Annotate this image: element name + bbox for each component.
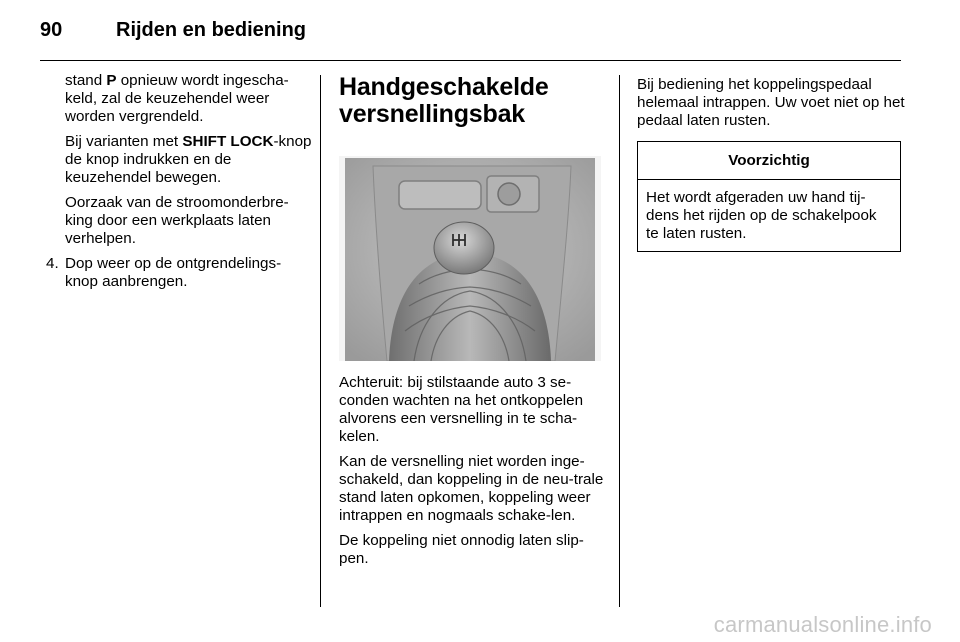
header-divider (40, 60, 901, 61)
paragraph-koppeling: De koppeling niet onnodig laten slip-pen. (339, 532, 584, 567)
column-middle (339, 74, 607, 575)
watermark: carmanualsonline.info (713, 612, 932, 637)
paragraph-versnelling: Kan de versnelling niet worden inge-schakeld, dan koppeling in de neu-trale stand laten opkomen, koppeling weer intrappen en nogmaals schake-len. (339, 453, 604, 524)
list-item-text: Dop weer op de ontgrendelings-knop aanbrengen. (65, 255, 282, 290)
paragraph-koppelingspedaal: Bij bediening het koppelingspedaal helemaal intrappen. Uw voet niet op het pedaal laten rusten. (637, 76, 905, 129)
caution-title: Voorzichtig (638, 142, 900, 180)
paragraph-oorzaak: Oorzaak van de stroomonderbre-king door een werkplaats laten verhelpen. (65, 194, 289, 247)
bold-p: P (106, 72, 117, 89)
page-header (0, 0, 960, 62)
paragraph-achteruit: Achteruit: bij stilstaande auto 3 se-conden wachten na het ontkoppelen alvorens een versnelling in te scha-kelen. (339, 374, 584, 445)
column-left (40, 72, 312, 298)
column-right (637, 76, 905, 252)
paragraph-stand-p: stand P opnieuw wordt ingescha-keld, zal de keuzehendel weer worden vergrendeld. (65, 72, 289, 125)
section-heading: Handgeschakelde versnellingsbak (339, 73, 549, 128)
page-number: 90 (40, 19, 63, 41)
body-text (339, 374, 607, 568)
caution-body: Het wordt afgeraden uw hand tij-dens het rijden op de schakelpook te laten rusten. (646, 189, 877, 242)
list-item-4 (40, 255, 312, 291)
column-divider-left (320, 75, 321, 607)
caution-box (637, 141, 901, 252)
gear-lever-illustration (339, 156, 601, 361)
bold-shift-lock: SHIFT LOCK (182, 133, 274, 150)
paragraph-shift-lock: Bij varianten met SHIFT LOCK-knop de knop indrukken en de keuzehendel bewegen. (65, 133, 312, 186)
list-number: 4. (46, 255, 59, 272)
chapter-title: Rijden en bediening (116, 19, 307, 41)
column-divider-right (619, 75, 620, 607)
